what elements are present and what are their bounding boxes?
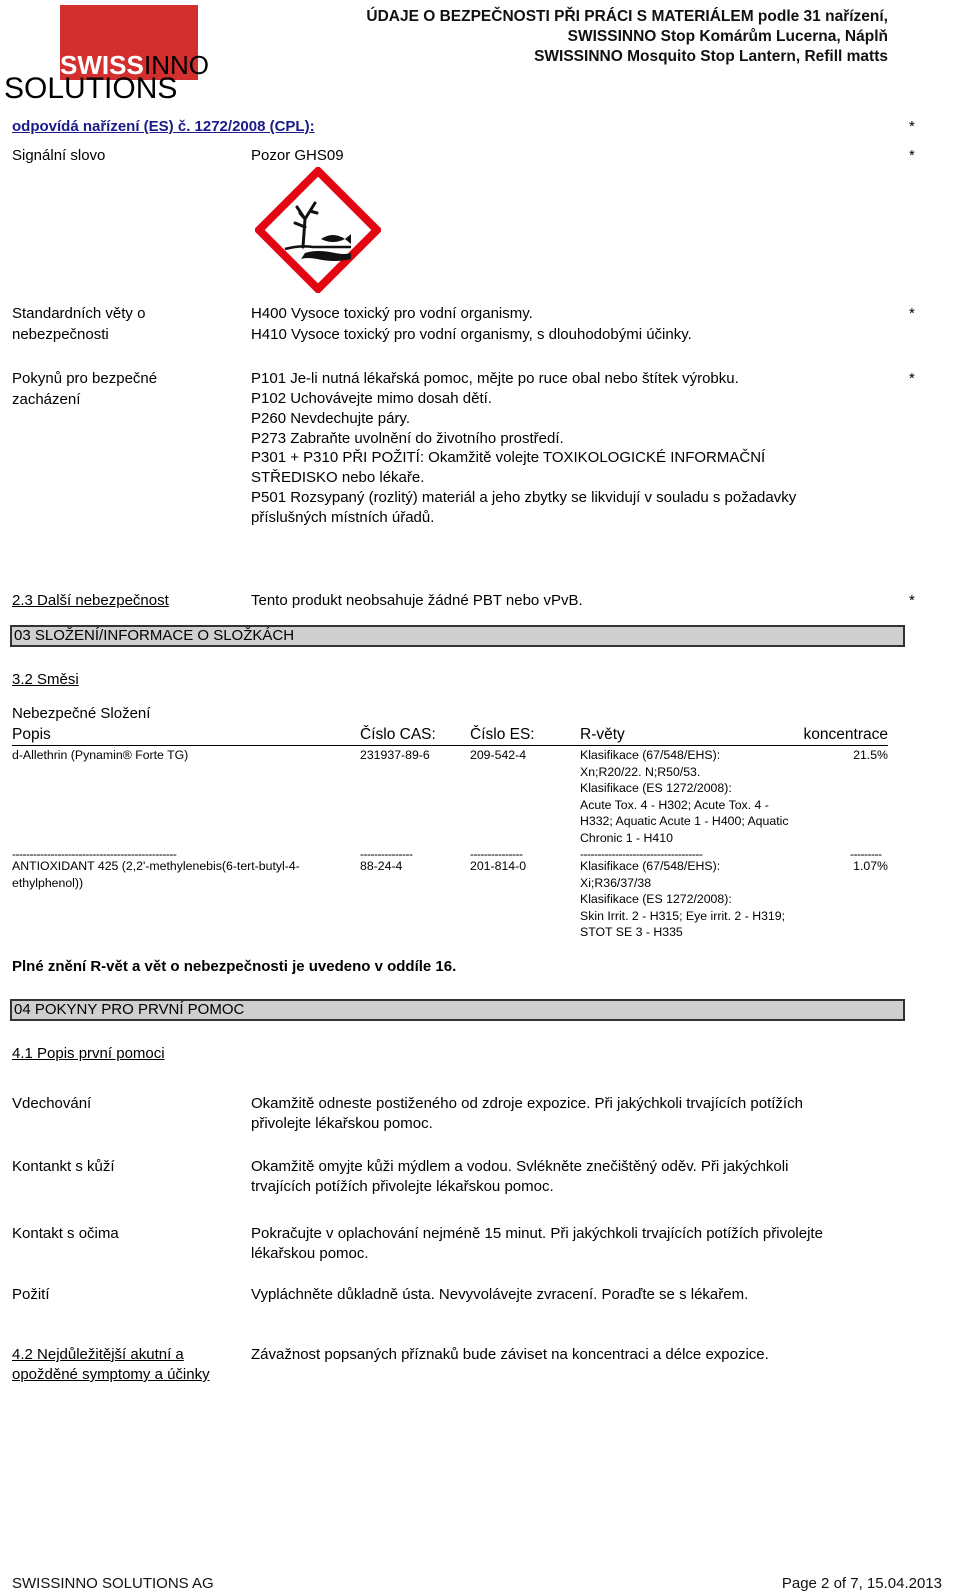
section-03-header: 03 SLOŽENÍ/INFORMACE O SLOŽKÁCH <box>10 625 905 647</box>
precautionary-p301-line-2: STŘEDISKO nebo lékaře. <box>251 469 425 486</box>
logo-word-solutions: SOLUTIONS <box>4 72 178 105</box>
footer-page-number: Page 2 of 7, 15.04.2013 <box>781 1575 942 1592</box>
row-separator: ----------------------------------------------- <box>12 847 177 861</box>
inhalation-text-line-1: Okamžitě odneste postiženého od zdroje expozice. Při jakýchkoli trvajících potížích <box>251 1095 803 1112</box>
precautionary-label-line-2: zacházení <box>12 391 81 408</box>
precautionary-p102: P102 Uchovávejte mimo dosah dětí. <box>251 390 492 407</box>
col-header-concentration: koncentrace <box>803 726 888 743</box>
col-header-r-phrases: R-věty <box>580 726 625 743</box>
logo-word-inno: INNO <box>144 50 209 80</box>
ingestion-label: Požití <box>12 1286 50 1303</box>
full-text-note: Plné znění R-vět a vět o nebezpečnosti je uvedeno v oddíle 16. <box>12 958 457 975</box>
change-marker: * <box>909 118 915 135</box>
row-1-concentration: 21.5% <box>853 748 888 762</box>
row-1-es: 209-542-4 <box>470 748 527 762</box>
eye-contact-text-line-1: Pokračujte v oplachování nejméně 15 minut. Při jakýchkoli trvajících potížích přivolejte <box>251 1225 823 1242</box>
col-header-es: Číslo ES: <box>470 726 535 743</box>
inhalation-label: Vdechování <box>12 1095 92 1112</box>
table-header-rule <box>12 745 888 746</box>
precautionary-p501-line-2: příslušných místních úřadů. <box>251 509 435 526</box>
other-hazards-label: 2.3 Další nebezpečnost <box>12 592 169 609</box>
change-marker: * <box>909 370 915 387</box>
precautionary-p260: P260 Nevdechujte páry. <box>251 410 410 427</box>
col-header-description: Popis <box>12 726 51 743</box>
inhalation-text-line-2: přivolejte lékařskou pomoc. <box>251 1115 433 1132</box>
first-aid-description-heading: 4.1 Popis první pomoci <box>12 1045 165 1062</box>
hazard-statements-label-line-1: Standardních věty o <box>12 305 146 322</box>
hazardous-composition-title: Nebezpečné Složení <box>12 705 151 722</box>
row-separator: ----------------------------------- <box>580 847 703 861</box>
logo-word-swiss: SWISS <box>60 50 144 80</box>
change-marker: * <box>909 305 915 322</box>
ghs09-environment-icon <box>255 167 381 293</box>
mixtures-heading: 3.2 Směsi <box>12 671 79 688</box>
other-hazards-value: Tento produkt neobsahuje žádné PBT nebo vPvB. <box>251 592 583 609</box>
row-2-es: 201-814-0 <box>470 859 527 873</box>
signal-word-label: Signální slovo <box>12 147 106 164</box>
row-2-cas: 88-24-4 <box>360 859 403 873</box>
precautionary-p301-line-1: P301 + P310 PŘI POŽITÍ: Okamžitě volejte TOXIKOLOGICKÉ INFORMAČNÍ <box>251 449 766 466</box>
footer-company: SWISSINNO SOLUTIONS AG <box>12 1575 214 1592</box>
row-2-description: ANTIOXIDANT 425 (2,2'-methylenebis(6-tert-butyl-4- ethylphenol)) <box>12 859 300 890</box>
symptoms-label-line-2: opožděné symptomy a účinky <box>12 1366 210 1383</box>
hazard-statements-label-line-2: nebezpečnosti <box>12 326 109 343</box>
ingestion-text: Vypláchněte důkladně ústa. Nevyvolávejte zvracení. Poraďte se s lékařem. <box>251 1286 749 1303</box>
eye-contact-text-line-2: lékařskou pomoc. <box>251 1245 369 1262</box>
symptoms-text: Závažnost popsaných příznaků bude záviset na koncentraci a délce expozice. <box>251 1346 769 1363</box>
precautionary-p501-line-1: P501 Rozsypaný (rozlitý) materiál a jeho zbytky se likvidují v souladu s požadavky <box>251 489 797 506</box>
signal-word-value: Pozor GHS09 <box>251 147 344 164</box>
skin-contact-label: Kontankt s kůží <box>12 1158 115 1175</box>
hazard-statement-h410: H410 Vysoce toxický pro vodní organismy, s dlouhodobými účinky. <box>251 326 692 343</box>
skin-contact-text-line-2: trvajících potížích přivolejte lékařskou pomoc. <box>251 1178 554 1195</box>
clp-regulation-heading: odpovídá nařízení (ES) č. 1272/2008 (CPL): <box>12 118 315 135</box>
row-1-cas: 231937-89-6 <box>360 748 430 762</box>
precautionary-p273: P273 Zabraňte uvolnění do životního prostředí. <box>251 430 564 447</box>
row-separator: --------------- <box>470 847 523 861</box>
row-separator: --------- <box>850 847 882 861</box>
change-marker: * <box>909 147 915 164</box>
hazard-statement-h400: H400 Vysoce toxický pro vodní organismy. <box>251 305 533 322</box>
symptoms-label-line-1: 4.2 Nejdůležitější akutní a <box>12 1346 184 1363</box>
row-separator: --------------- <box>360 847 413 861</box>
section-04-header: 04 POKYNY PRO PRVNÍ POMOC <box>10 999 905 1021</box>
row-1-r-phrases: Klasifikace (67/548/EHS): Xn;R20/22. N;R50/53. Klasifikace (ES 1272/2008): Acute Tox. 4 - H302; Acute Tox. 4 - H332; Aquatic Acute 1 - H400; Aquatic Chronic 1 - H410 <box>580 748 789 845</box>
col-header-cas: Číslo CAS: <box>360 726 436 743</box>
precautionary-label-line-1: Pokynů pro bezpečné <box>12 370 158 387</box>
document-title-line-2: SWISSINNO Stop Komárům Lucerna, Náplň <box>567 28 888 45</box>
skin-contact-text-line-1: Okamžitě omyjte kůži mýdlem a vodou. Svlékněte znečištěný oděv. Při jakýchkoli <box>251 1158 789 1175</box>
row-2-concentration: 1.07% <box>853 859 888 873</box>
eye-contact-label: Kontakt s očima <box>12 1225 119 1242</box>
document-title-line-3: SWISSINNO Mosquito Stop Lantern, Refill matts <box>534 48 888 65</box>
change-marker: * <box>909 592 915 609</box>
precautionary-p101: P101 Je-li nutná lékařská pomoc, mějte po ruce obal nebo štítek výrobku. <box>251 370 739 387</box>
document-title-line-1: ÚDAJE O BEZPEČNOSTI PŘI PRÁCI S MATERIÁLEM podle 31 nařízení, <box>366 8 888 25</box>
row-1-description: d-Allethrin (Pynamin® Forte TG) <box>12 748 189 762</box>
row-2-r-phrases: Klasifikace (67/548/EHS): Xi;R36/37/38 Klasifikace (ES 1272/2008): Skin Irrit. 2 - H315; Eye irrit. 2 - H319; STOT SE 3 - H335 <box>580 859 786 939</box>
